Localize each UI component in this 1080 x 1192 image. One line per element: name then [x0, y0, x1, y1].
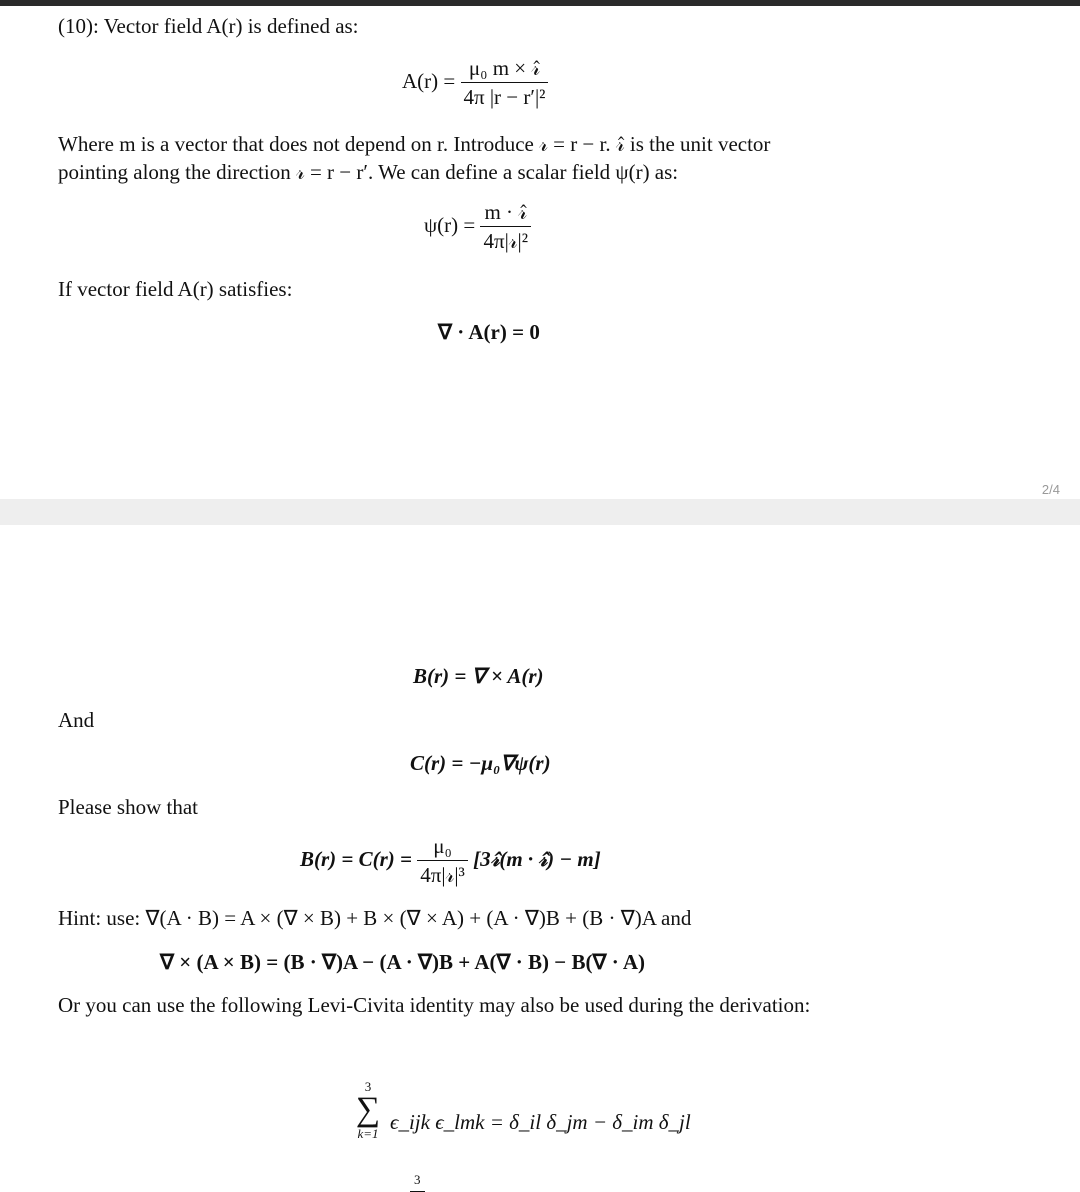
summation-symbol [350, 1080, 386, 1140]
eq-final-lhs: B(r) = C(r) = [300, 847, 413, 871]
paragraph-line-1: Where m is a vector that does not depend on r. Introduce 𝓇 = r − r. 𝓇̂ is the unit vector [58, 132, 771, 156]
equation-final-result [300, 834, 601, 888]
eq-A-lhs: A(r) = [402, 69, 456, 93]
paragraph-line-2: pointing along the direction 𝓇 = r − r′. We can define a scalar field ψ(r) as: [58, 160, 679, 184]
equation-B-curl: B(r) = ∇ × A(r) [413, 664, 544, 688]
levi-civita-intro: Or you can use the following Levi-Civita identity may also be used during the derivation: [58, 993, 811, 1017]
eq-final-denominator: 4π|𝓇|³ [420, 863, 465, 888]
eq-A-numerator: μ₀ m × 𝓇̂ [461, 56, 549, 83]
levi-civita-identity: ϵ_ijk ϵ_lmk = δ_il δ_jm − δ_im δ_jl [390, 1110, 691, 1134]
eq-psi-fraction [480, 200, 531, 254]
page-gap [0, 499, 1080, 525]
eq-A-denominator: 4π |r − r′|² [463, 85, 546, 110]
hint-line-2: ∇ × (A × B) = (B · ∇)A − (A · ∇)B + A(∇ · B) − B(∇ · A) [160, 950, 646, 974]
eq-A-fraction [461, 56, 549, 110]
equation-divergence-free: ∇ · A(r) = 0 [438, 320, 540, 344]
eq-final-fraction [417, 834, 468, 888]
eq-psi-lhs: ψ(r) = [424, 213, 476, 237]
and-text: And [58, 708, 95, 732]
equation-C-gradient: C(r) = −μ₀∇ψ(r) [410, 751, 551, 775]
equation-A-definition [402, 56, 548, 110]
eq-final-numerator: μ₀ [417, 834, 468, 861]
sum-lower-limit: k=1 [357, 1126, 379, 1141]
eq-psi-numerator: m · 𝓇̂ [480, 200, 531, 227]
hint-line-1: Hint: use: ∇(A · B) = A × (∇ × B) + B × (∇ × A) + (A · ∇)B + (B · ∇)A and [58, 906, 692, 930]
page-number-label: 2/4 [1041, 482, 1060, 497]
eq-final-rhs: [3𝓇̂(m · 𝓇̂) − m] [473, 847, 601, 871]
footer-page-number: 3 [410, 1172, 425, 1192]
sum-upper-limit: 3 [364, 1079, 372, 1094]
eq-psi-denominator: 4π|𝓇|² [483, 229, 529, 254]
if-condition-text: If vector field A(r) satisfies: [58, 277, 293, 301]
equation-psi-definition [424, 200, 531, 254]
please-show-text: Please show that [58, 795, 198, 819]
problem-header: (10): Vector field A(r) is defined as: [58, 14, 359, 38]
sigma-icon: ∑ [355, 1091, 381, 1128]
